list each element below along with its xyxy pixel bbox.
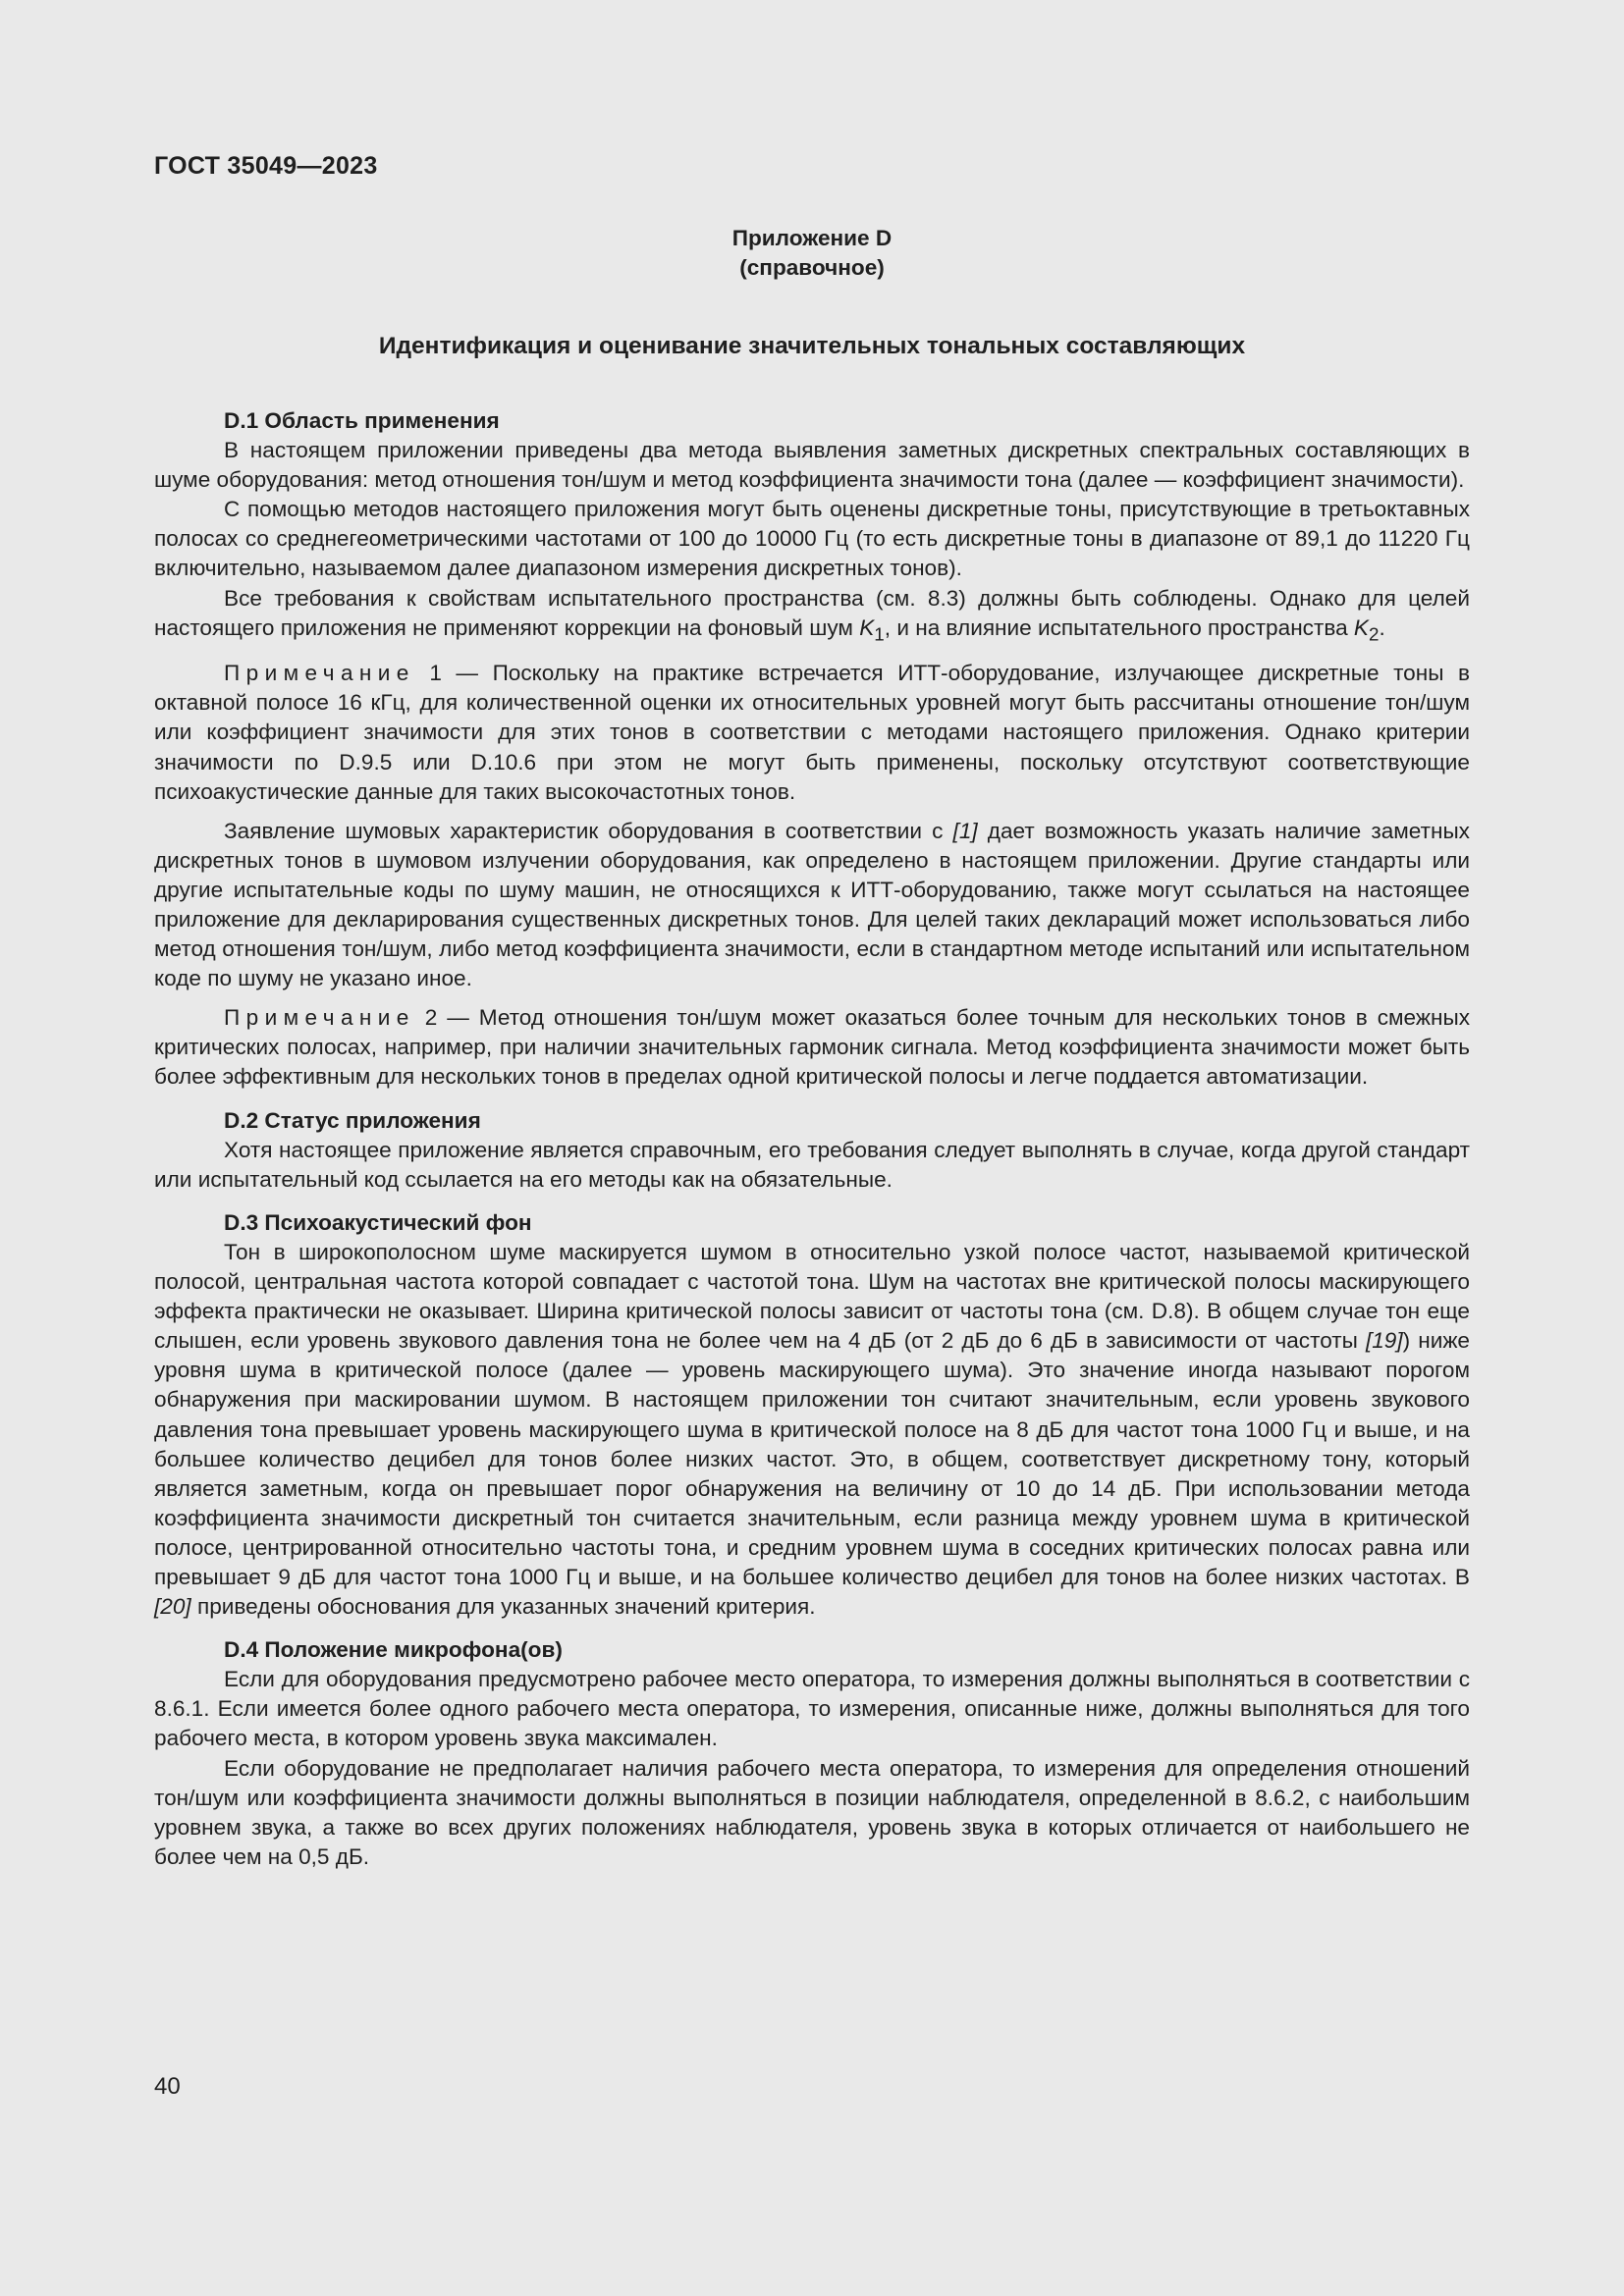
page-content bbox=[154, 224, 1470, 1872]
d1-p3-text-c: . bbox=[1379, 614, 1385, 640]
d1-paragraph-2: С помощью методов настоящего приложения могут быть оценены дискретные тоны, присутствующие в третьоктавных полосах со среднегеометрическими частотами от 100 до 10000 Гц (то есть дискретные тоны в диапазоне от 89,1 до 11220 Гц включительно, называемом далее диапазоном измерения дискретных тонов). bbox=[154, 497, 1470, 581]
symbol-k2: K bbox=[1353, 614, 1369, 640]
d3-p1-text-a: Тон в широкополосном шуме маскируется шумом в относительно узкой полосе частот, называемой критической полосой, центральная частота которой совпадает с частотой тона. Шум на частотах вне критической полосы маскирующего эффекта практически не оказывает. Ширина критической полосы зависит от частоты тона (см. D.8). В общем случае тон еще слышен, если уровень звукового давления тона не более чем на 4 дБ (от 2 дБ до 6 дБ в зависимости от частоты bbox=[154, 1239, 1470, 1354]
note-2-text: 2 — Метод отношения тон/шум может оказаться более точным для нескольких тонов в смежных критических полосах, например, при наличии значительных гармоник сигнала. Метод коэффициента значимости может быть более эффективным для нескольких тонов в пределах одной критической полосы и легче поддается автоматизации. bbox=[154, 1005, 1470, 1090]
symbol-k1: K bbox=[859, 614, 875, 640]
d1-p3-text-a: Все требования к свойствам испытательного пространства (см. 8.3) должны быть соблюдены. Однако для целей настоящего приложения не применяют коррекции на фоновый шум bbox=[154, 585, 1470, 640]
note-1-text: 1 — Поскольку на практике встречается ИТТ-оборудование, излучающее дискретные тоны в октавной полосе 16 кГц, для количественной оценки их относительных уровней могут быть рассчитаны отношение тон/шум или коэффициент значимости для этих тонов в соответствии с методами настоящего приложения. Однако критерии значимости по D.9.5 или D.10.6 при этом не могут быть применены, поскольку отсутствуют соответствующие психоакустические данные для таких высокочастотных тонов. bbox=[154, 661, 1470, 804]
symbol-k2-subscript: 2 bbox=[1369, 623, 1380, 645]
symbol-k1-subscript: 1 bbox=[874, 623, 885, 645]
d2-paragraph-1: Хотя настоящее приложение является справочным, его требования следует выполнять в случае, когда другой стандарт или испытательный код ссылается на его методы как на обязательные. bbox=[154, 1137, 1470, 1192]
annex-label: Приложение D bbox=[731, 226, 893, 250]
annex-title: Идентификация и оценивание значительных тональных составляющих bbox=[378, 333, 1246, 359]
annex-status: (справочное) bbox=[739, 255, 885, 280]
d1-paragraph-4 bbox=[154, 817, 1470, 994]
note-1-label: Примечание bbox=[224, 661, 415, 686]
section-d4-heading: D.4 Положение микрофона(ов) bbox=[224, 1637, 563, 1663]
d1-paragraph-1: В настоящем приложении приведены два метода выявления заметных дискретных спектральных составляющих в шуме оборудования: метод отношения тон/шум и метод коэффициента значимости тона (далее — коэффициент значимости). bbox=[154, 438, 1470, 493]
d3-p1-text-c: приведены обоснования для указанных значений критерия. bbox=[190, 1594, 816, 1620]
d1-paragraph-3 bbox=[154, 584, 1470, 650]
section-d3-heading: D.3 Психоакустический фон bbox=[224, 1209, 532, 1235]
note-2 bbox=[154, 1003, 1470, 1092]
section-d2-heading: D.2 Статус приложения bbox=[224, 1107, 481, 1133]
note-2-label: Примечание bbox=[224, 1005, 415, 1031]
reference-1: [1] bbox=[952, 818, 978, 843]
reference-20: [20] bbox=[154, 1594, 191, 1620]
d4-paragraph-2: Если оборудование не предполагает наличия рабочего места оператора, то измерения для определения отношений тон/шум или коэффициента значимости должны выполняться в позиции наблюдателя, определенной в 8.6.2, с наибольшим уровнем звука, а также во всех других положениях наблюдателя, уровень звука в которых отличается от наибольшего не более чем на 0,5 дБ. bbox=[154, 1755, 1470, 1869]
section-d1-heading: D.1 Область применения bbox=[224, 408, 500, 433]
d3-paragraph-1 bbox=[154, 1238, 1470, 1622]
note-1 bbox=[154, 659, 1470, 806]
d1-p4-text-a: Заявление шумовых характеристик оборудования в соответствии с bbox=[224, 818, 953, 843]
reference-19: [19] bbox=[1365, 1328, 1403, 1354]
page-number: 40 bbox=[154, 2073, 181, 2100]
d1-p4-text-b: дает возможность указать наличие заметных дискретных тонов в шумовом излучении оборудования, как определено в настоящем приложении. Другие стандарты или другие испытательные коды по шуму машин, не относящихся к ИТТ-оборудованию, также могут ссылаться на настоящее приложение для декларирования существенных дискретных тонов. Для целей таких деклараций может использоваться либо метод отношения тон/шум, либо метод коэффициента значимости, если в стандартном методе испытаний или испытательном коде по шуму не указано иное. bbox=[154, 818, 1470, 991]
d3-p1-text-b: ) ниже уровня шума в критической полосе (далее — уровень маскирующего шума). Это значение иногда называют порогом обнаружения при маскировании шумом. В настоящем приложении тон считают значительным, если уровень звукового давления тона превышает уровень маскирующего шума в критической полосе на 8 дБ для частот тона 1000 Гц и выше, и на большее количество децибел для тонов более низких частот. Это, в общем, соответствует дискретному тону, который является заметным, когда он превышает порог обнаружения на величину от 10 до 14 дБ. При использовании метода коэффициента значимости дискретный тон считается значительным, если разница между уровнем шума в критической полосе, центрированной относительно частоты тона, и средним уровнем шума в соседних критических полосах равна или превышает 9 дБ для частот тона 1000 Гц и выше, и на большее количество децибел для тонов на более низких частотах. В bbox=[154, 1328, 1470, 1589]
d4-paragraph-1: Если для оборудования предусмотрено рабочее место оператора, то измерения должны выполняться в соответствии с 8.6.1. Если имеется более одного рабочего места оператора, то измерения, описанные ниже, должны выполняться для того рабочего места, в котором уровень звука максимален. bbox=[154, 1667, 1470, 1751]
standard-code: ГОСТ 35049—2023 bbox=[154, 152, 378, 180]
d1-p3-text-b: , и на влияние испытательного пространства bbox=[884, 614, 1354, 640]
